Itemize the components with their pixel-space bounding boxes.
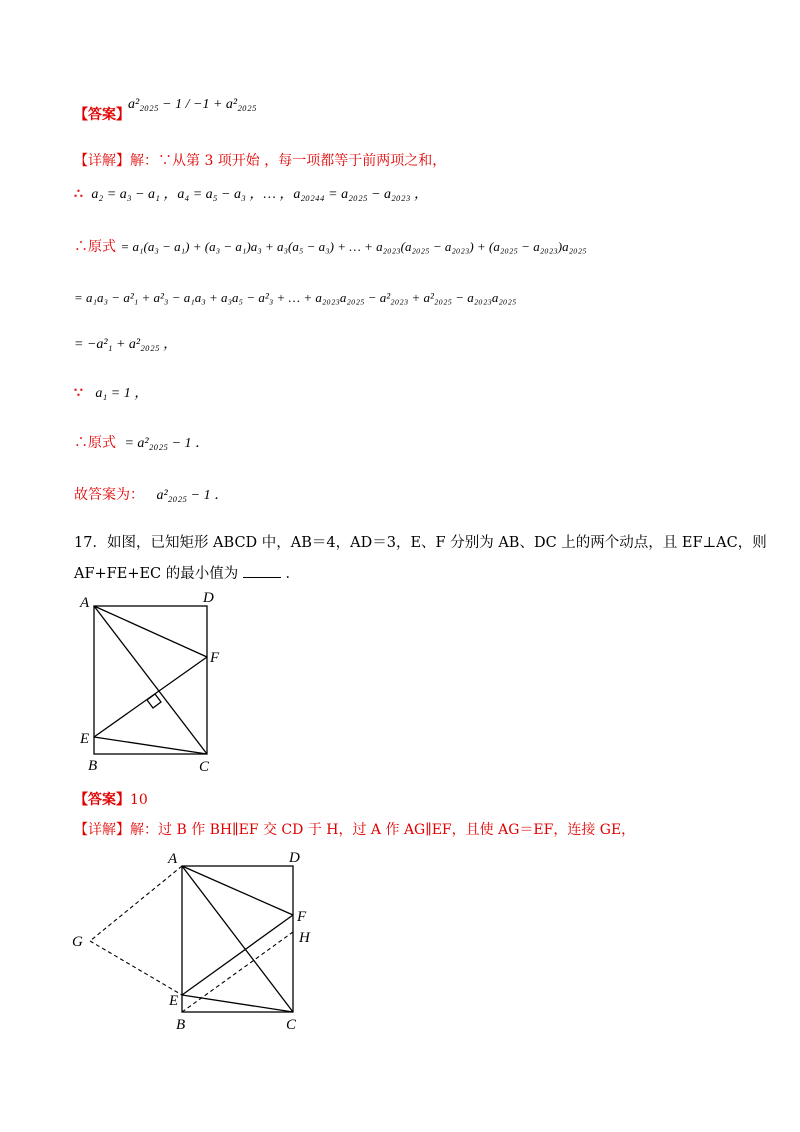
vertex-label-d: D [203, 590, 214, 606]
detail-line-4 [74, 290, 516, 306]
detail-intro-1: 【详解】解：∵从第 3 项开始 ，每一项都等于前两项之和， [74, 153, 447, 169]
vertex-label-b: B [88, 758, 98, 774]
vertex-label-a: A [168, 851, 178, 867]
vertex-label-g: G [72, 934, 83, 950]
math-expression: = −a²₁ + a²₂₀₂₅ ， [74, 337, 178, 352]
answer-expression-1 [128, 96, 257, 113]
answer-line-2 [74, 789, 148, 809]
problem-text-end: ． [285, 566, 300, 582]
answer-line-1 [74, 104, 130, 124]
vertex-label-c: C [286, 1017, 297, 1033]
math-expression: a₁ = 1 ， [95, 386, 149, 401]
vertex-label-e: E [169, 993, 179, 1009]
math-expression: a²₂₀₂₅ − 1 ． [156, 488, 229, 503]
detail-line-6 [74, 382, 148, 402]
answer-value: 10 [130, 792, 148, 808]
vertex-label-e: E [80, 731, 90, 747]
problem-text: AF+FE+EC 的最小值为 [74, 566, 239, 582]
math-expression: a²₂₀₂₅ − 1 / −1 + a²₂₀₂₅ [128, 97, 257, 112]
vertex-label-d: D [289, 850, 300, 866]
because-symbol: ∵ [74, 385, 83, 401]
vertex-label-f: F [210, 650, 220, 666]
math-expression: = a₁(a₃ − a₁) + (a₃ − a₁)a₃ + a₃(a₅ − a₃) + … + a₂₀₂₃(a₂₀₂₅ − a₂₀₂₃) + (a₂₀₂₅ − a₂₀₂₃)a₂₀₂₅ [120, 239, 587, 254]
detail-intro-2: 【详解】解：过 B 作 BH∥EF 交 CD 于 H，过 A 作 AG∥EF，且使 AG＝EF，连接 GE， [74, 822, 636, 838]
vertex-label-c: C [199, 759, 210, 775]
vertex-label-f: F [297, 909, 307, 925]
figure-2-construction [70, 845, 330, 1045]
detail-line-5 [74, 333, 177, 353]
detail-line-7 [74, 432, 209, 452]
vertex-label-h: H [299, 930, 310, 946]
therefore-symbol: ∴ [74, 186, 83, 202]
answer-blank [243, 565, 281, 578]
figure-1-rectangle [70, 585, 250, 780]
vertex-label-a: A [80, 595, 90, 611]
answer-tag: 【答案】 [74, 792, 130, 808]
math-expression: = a₁a₃ − a²₁ + a²₃ − a₁a₃ + a₃a₅ − a²₃ + … + a₂₀₂₃a₂₀₂₅ − a²₂₀₂₃ + a²₂₀₂₅ − a₂₀₂₃a₂₀₂₅ [74, 290, 517, 305]
original-expression-label: ∴原式 [74, 435, 116, 451]
answer-tag: 【答案】 [74, 107, 130, 123]
problem-17-text-1: 17．如图，已知矩形 ABCD 中，AB＝4，AD＝3，E、F 分别为 AB、DC 上的两个动点，且 EF⊥AC，则 [74, 535, 767, 551]
vertex-label-b: B [176, 1017, 186, 1033]
math-expression: = a²₂₀₂₅ − 1 ． [124, 436, 210, 451]
detail-final-1 [74, 484, 228, 504]
detail-line-2 [74, 183, 428, 203]
problem-17-text-2 [74, 562, 300, 583]
math-expression: a₂ = a₃ − a₁ ，a₄ = a₅ − a₃ ，… ，a₂₀₂₄₄ = a₂₀₂₅ − a₂₀₂₃ ， [91, 187, 428, 202]
original-expression-label: ∴原式 [74, 239, 116, 255]
final-answer-label: 故答案为： [74, 487, 144, 503]
detail-line-3 [74, 236, 587, 256]
